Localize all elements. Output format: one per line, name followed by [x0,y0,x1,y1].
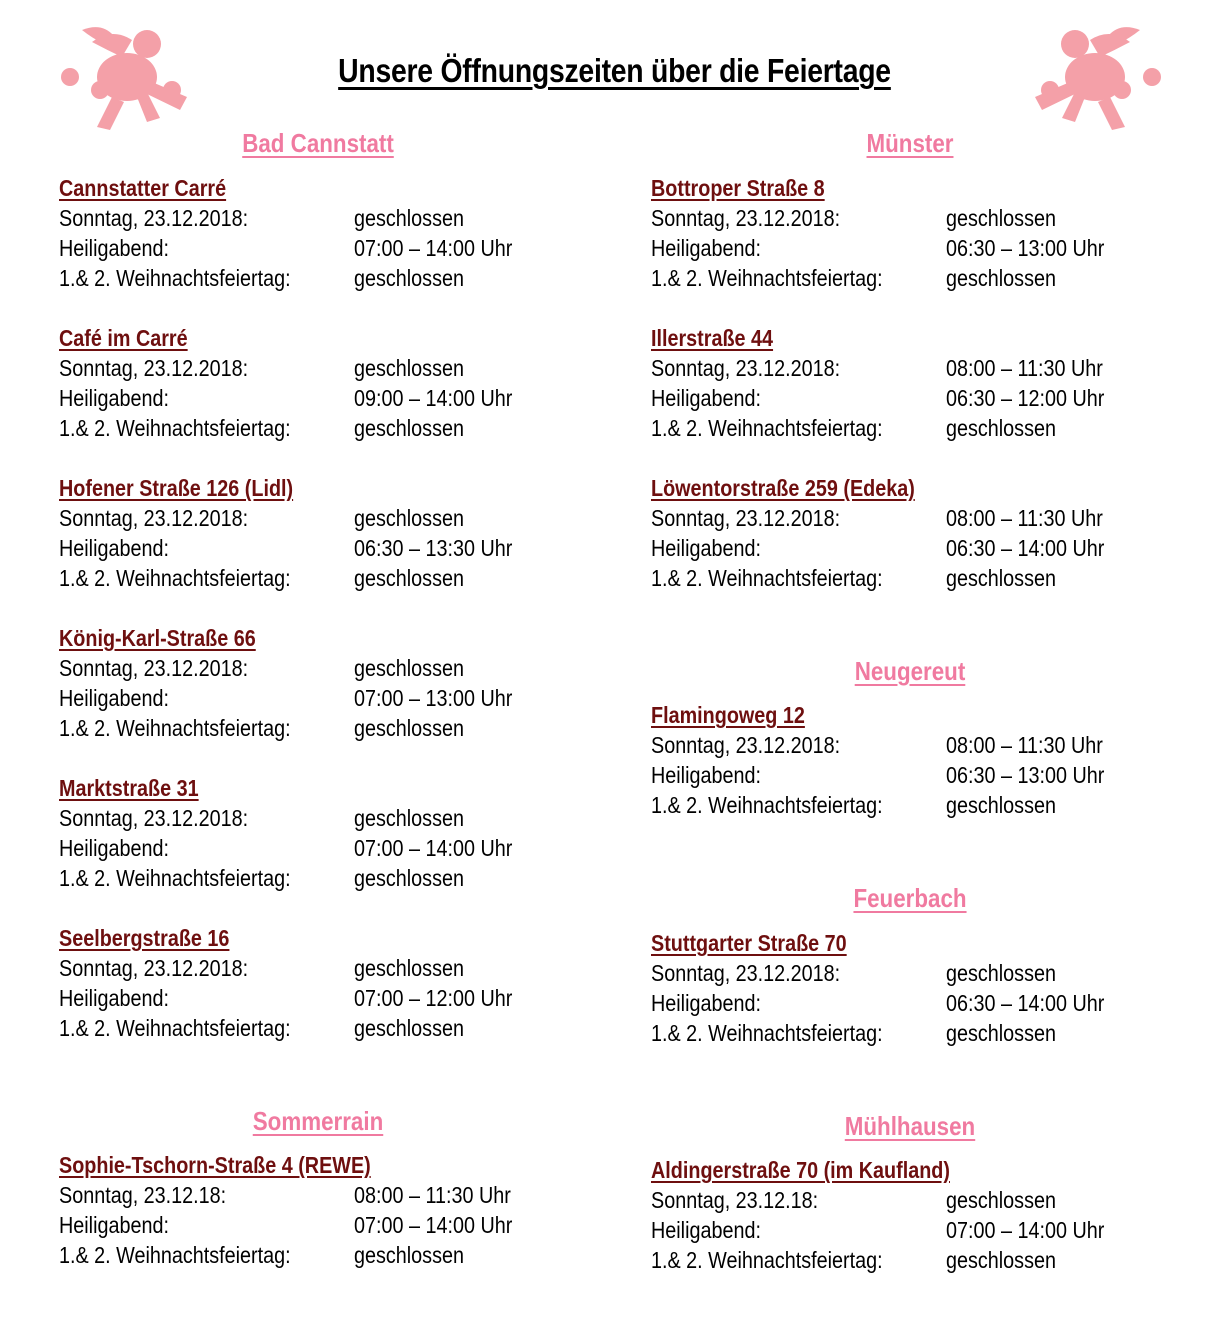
region-heading: Mühlhausen [844,1111,976,1141]
hours-row [59,503,619,533]
hours-row [651,533,1211,563]
store-block [59,323,619,443]
store-name: Löwentorstraße 259 (Edeka) [651,475,915,501]
hours-row [651,988,1211,1018]
hours-label: Sonntag, 23.12.2018: [651,960,841,986]
hours-value: geschlossen [354,1015,464,1041]
hours-row [59,653,619,683]
hours-value: geschlossen [354,865,464,891]
hours-row [651,1185,1211,1215]
hours-value: 07:00 – 14:00 Uhr [354,835,513,861]
store-block [651,700,1211,820]
hours-value: 08:00 – 11:30 Uhr [946,505,1103,531]
store-name: Seelbergstraße 16 [59,925,230,951]
store-name: Aldingerstraße 70 (im Kaufland) [651,1157,950,1183]
hours-value: geschlossen [354,805,464,831]
region-heading: Neugereut [854,656,966,686]
hours-row [651,383,1211,413]
hours-value: geschlossen [354,265,464,291]
hours-value: geschlossen [946,565,1056,591]
region-heading: Bad Cannstatt [242,128,394,158]
hours-value: geschlossen [946,792,1056,818]
hours-label: 1.& 2. Weihnachtsfeiertag: [651,1247,883,1273]
hours-value: geschlossen [354,715,464,741]
store-block [59,1150,619,1270]
hours-value: 06:30 – 13:30 Uhr [354,535,513,561]
hours-label: Heiligabend: [59,385,169,411]
hours-label: 1.& 2. Weihnachtsfeiertag: [651,415,883,441]
hours-row [59,1240,619,1270]
hours-value: 06:30 – 13:00 Uhr [946,235,1105,261]
store-name: Sophie-Tschorn-Straße 4 (REWE) [59,1152,371,1178]
hours-label: Heiligabend: [651,385,761,411]
hours-label: Sonntag, 23.12.2018: [651,205,841,231]
store-name: Bottroper Straße 8 [651,175,825,201]
hours-label: Sonntag, 23.12.2018: [651,505,841,531]
hours-label: Sonntag, 23.12.2018: [651,355,841,381]
hours-label: Heiligabend: [59,985,169,1011]
hours-row [59,413,619,443]
hours-value: geschlossen [354,565,464,591]
store-block [651,1155,1211,1275]
hours-row [59,803,619,833]
hours-value: geschlossen [354,1242,464,1268]
hours-row [59,1210,619,1240]
store-block [59,173,619,293]
hours-label: 1.& 2. Weihnachtsfeiertag: [651,265,883,291]
hours-value: 06:30 – 12:00 Uhr [946,385,1105,411]
hours-row [651,233,1211,263]
store-name: Hofener Straße 126 (Lidl) [59,475,294,501]
store-block [651,928,1211,1048]
hours-row [59,1180,619,1210]
hours-value: geschlossen [946,1247,1056,1273]
region-heading: Feuerbach [853,883,967,913]
hours-row [651,413,1211,443]
store-name: Café im Carré [59,325,188,351]
hours-value: geschlossen [354,955,464,981]
hours-value: 08:00 – 11:30 Uhr [946,732,1103,758]
hours-label: Heiligabend: [59,235,169,261]
hours-row [651,563,1211,593]
hours-row [651,1215,1211,1245]
hours-value: geschlossen [354,505,464,531]
hours-label: Sonntag, 23.12.2018: [59,955,249,981]
hours-label: 1.& 2. Weihnachtsfeiertag: [59,865,291,891]
hours-value: geschlossen [354,355,464,381]
hours-row [651,958,1211,988]
hours-label: 1.& 2. Weihnachtsfeiertag: [59,715,291,741]
hours-label: Heiligabend: [59,685,169,711]
hours-row [651,730,1211,760]
hours-value: 06:30 – 14:00 Uhr [946,990,1105,1016]
hours-row [59,563,619,593]
store-block [59,473,619,593]
hours-value: 07:00 – 14:00 Uhr [354,235,513,261]
hours-row [59,233,619,263]
hours-label: 1.& 2. Weihnachtsfeiertag: [651,565,883,591]
hours-value: geschlossen [354,415,464,441]
hours-row [59,533,619,563]
hours-value: geschlossen [946,960,1056,986]
hours-row [59,833,619,863]
hours-label: 1.& 2. Weihnachtsfeiertag: [651,792,883,818]
hours-row [651,1245,1211,1275]
store-block [59,923,619,1043]
region-heading: Sommerrain [252,1106,384,1136]
hours-value: geschlossen [946,1187,1056,1213]
hours-row [59,713,619,743]
store-name: Stuttgarter Straße 70 [651,930,847,956]
hours-row [59,1013,619,1043]
hours-label: 1.& 2. Weihnachtsfeiertag: [59,1242,291,1268]
hours-value: 08:00 – 11:30 Uhr [354,1182,511,1208]
hours-label: Heiligabend: [651,990,761,1016]
hours-label: 1.& 2. Weihnachtsfeiertag: [59,265,291,291]
hours-row [651,263,1211,293]
hours-value: 07:00 – 14:00 Uhr [946,1217,1105,1243]
hours-value: geschlossen [946,205,1056,231]
hours-value: 06:30 – 13:00 Uhr [946,762,1105,788]
hours-row [651,503,1211,533]
hours-label: Heiligabend: [59,535,169,561]
hours-value: geschlossen [946,415,1056,441]
page-title: Unsere Öffnungszeiten über die Feiertage [338,52,891,89]
hours-row [651,1018,1211,1048]
hours-label: Sonntag, 23.12.2018: [651,732,841,758]
store-name: Marktstraße 31 [59,775,199,801]
hours-value: geschlossen [946,265,1056,291]
hours-row [651,790,1211,820]
hours-row [59,863,619,893]
hours-label: Heiligabend: [59,835,169,861]
hours-row [651,353,1211,383]
hours-value: 07:00 – 12:00 Uhr [354,985,513,1011]
store-block [59,623,619,743]
hours-value: 09:00 – 14:00 Uhr [354,385,513,411]
hours-row [651,760,1211,790]
store-name: Illerstraße 44 [651,325,774,351]
hours-label: Heiligabend: [651,1217,761,1243]
hours-row [59,383,619,413]
hours-row [59,203,619,233]
hours-label: Sonntag, 23.12.2018: [59,355,249,381]
hours-value: 07:00 – 13:00 Uhr [354,685,513,711]
hours-row [651,203,1211,233]
hours-value: 07:00 – 14:00 Uhr [354,1212,513,1238]
store-name: Flamingoweg 12 [651,702,805,728]
hours-label: Heiligabend: [59,1212,169,1238]
hours-row [59,353,619,383]
hours-label: 1.& 2. Weihnachtsfeiertag: [59,415,291,441]
hours-row [59,983,619,1013]
hours-row [59,953,619,983]
store-block [59,773,619,893]
hours-label: Sonntag, 23.12.2018: [59,505,249,531]
hours-label: Sonntag, 23.12.2018: [59,805,249,831]
hours-row [59,683,619,713]
hours-label: Sonntag, 23.12.18: [59,1182,227,1208]
hours-label: Sonntag, 23.12.2018: [59,205,249,231]
store-block [651,473,1211,593]
hours-value: geschlossen [946,1020,1056,1046]
hours-label: 1.& 2. Weihnachtsfeiertag: [59,1015,291,1041]
store-block [651,323,1211,443]
region-heading: Münster [866,128,954,158]
hours-label: Heiligabend: [651,762,761,788]
hours-value: 06:30 – 14:00 Uhr [946,535,1105,561]
store-name: Cannstatter Carré [59,175,227,201]
hours-value: 08:00 – 11:30 Uhr [946,355,1103,381]
hours-label: Heiligabend: [651,535,761,561]
hours-label: Sonntag, 23.12.18: [651,1187,819,1213]
hours-label: Sonntag, 23.12.2018: [59,655,249,681]
store-name: König-Karl-Straße 66 [59,625,256,651]
store-block [651,173,1211,293]
hours-label: 1.& 2. Weihnachtsfeiertag: [59,565,291,591]
hours-label: 1.& 2. Weihnachtsfeiertag: [651,1020,883,1046]
hours-row [59,263,619,293]
hours-label: Heiligabend: [651,235,761,261]
hours-value: geschlossen [354,205,464,231]
hours-value: geschlossen [354,655,464,681]
